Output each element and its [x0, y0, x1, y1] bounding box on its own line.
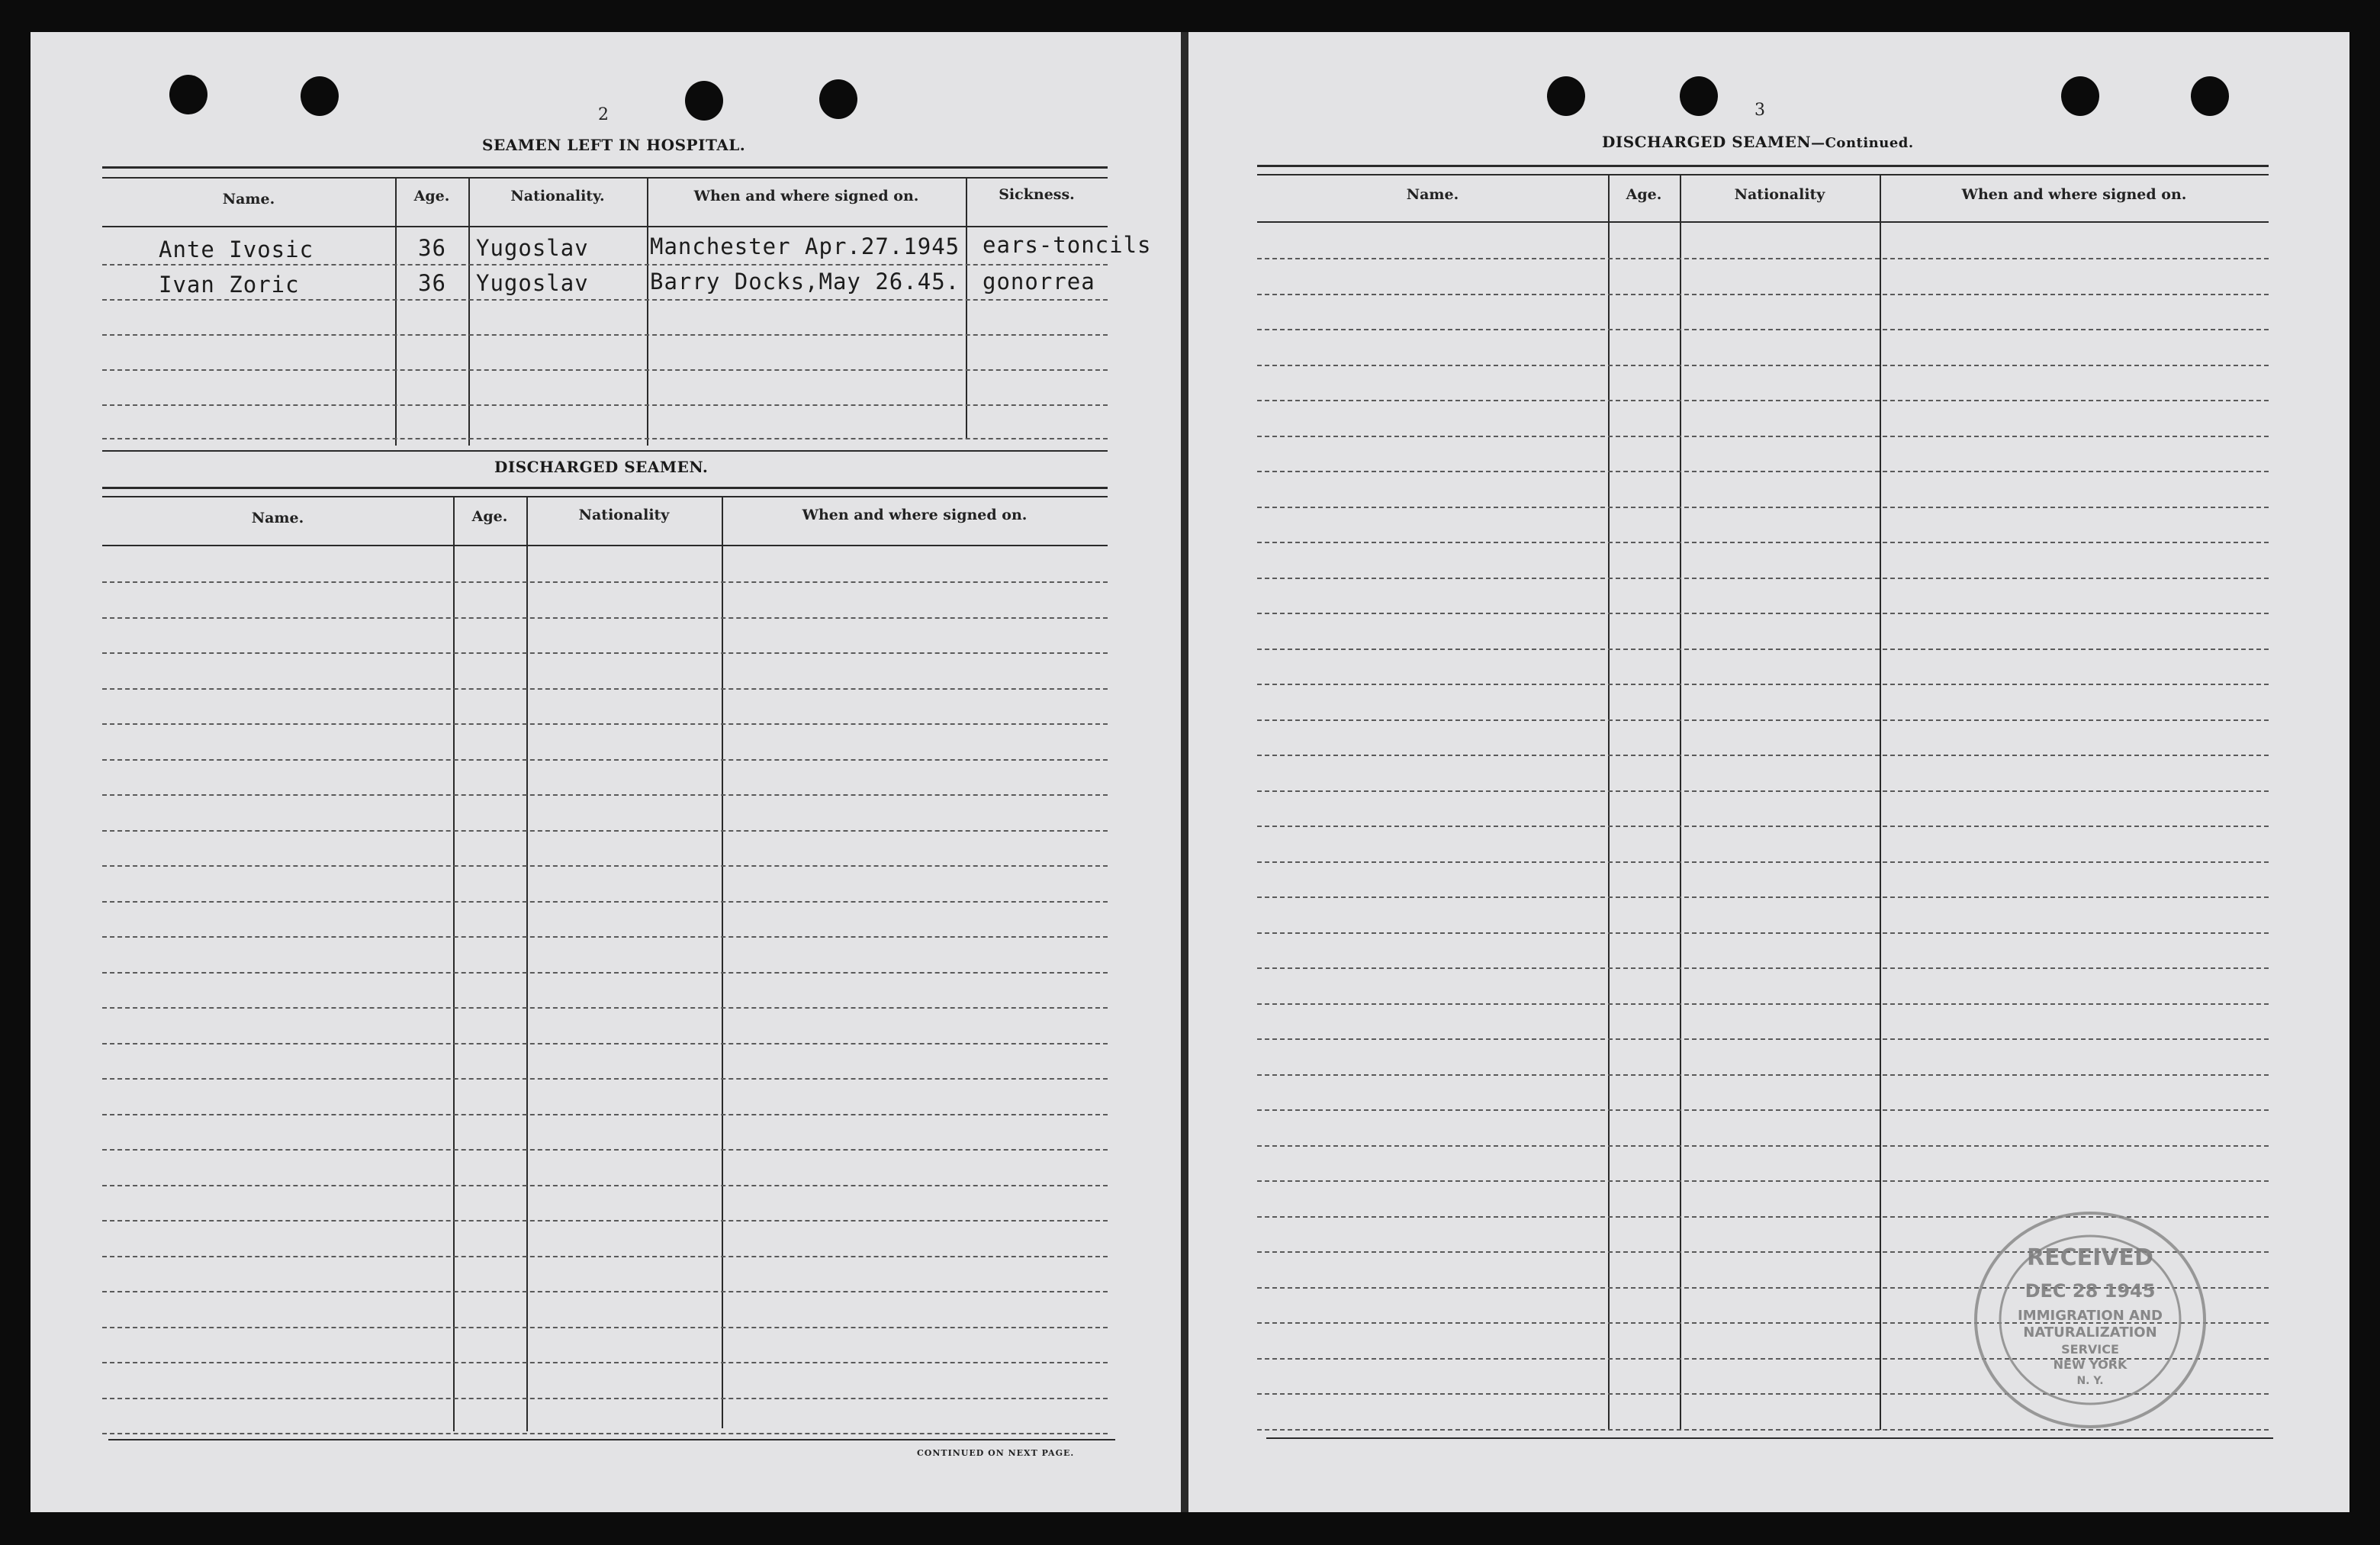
ruled-row-line	[1257, 1038, 2269, 1040]
ruled-row-line	[1257, 932, 2269, 934]
page-gutter	[1181, 32, 1188, 1512]
ruled-row-line	[1257, 1074, 2269, 1076]
ruled-row-line	[1257, 1180, 2269, 1182]
svg-text:SERVICE: SERVICE	[2061, 1342, 2119, 1357]
seaman-signed-on: Manchester Apr.27.1945	[650, 233, 960, 259]
ruled-row-line	[1257, 1145, 2269, 1147]
ruled-row-line	[1257, 861, 2269, 863]
seaman-signed-on: Barry Docks,May 26.45.	[650, 269, 960, 295]
ruled-row-line	[1257, 507, 2269, 508]
ruled-row-line	[102, 1185, 1108, 1186]
ruled-row-line	[102, 936, 1108, 938]
section-title-hospital: SEAMEN LEFT IN HOSPITAL.	[482, 136, 746, 154]
seaman-nationality: Yugoslav	[476, 235, 589, 261]
svg-text:NATURALIZATION: NATURALIZATION	[2023, 1325, 2157, 1341]
ruled-row-line	[102, 1398, 1108, 1399]
page-number: 3	[1754, 101, 1765, 120]
column-header-sickness: Sickness.	[999, 186, 1075, 203]
ruled-row-line	[1257, 649, 2269, 650]
ruled-row-line	[1257, 578, 2269, 579]
seaman-name: Ivan Zoric	[159, 272, 300, 298]
seaman-age: 36	[418, 270, 446, 296]
ruled-row-line	[1257, 542, 2269, 543]
column-header-nationality: Nationality	[1734, 186, 1825, 203]
binder-hole	[1680, 76, 1718, 116]
ruled-row-line	[1257, 365, 2269, 366]
ruled-row-line	[102, 723, 1108, 725]
ruled-row-line	[1257, 613, 2269, 614]
column-header-signed-on: When and where signed on.	[802, 507, 1028, 523]
section-title-discharged-continued: DISCHARGED SEAMEN—Continued.	[1602, 133, 1914, 151]
ruled-row-line	[102, 617, 1108, 619]
svg-text:IMMIGRATION AND: IMMIGRATION AND	[2018, 1308, 2163, 1324]
ruled-row-line	[102, 1220, 1108, 1222]
column-header-age: Age.	[1626, 186, 1662, 203]
seaman-sickness: gonorrea	[983, 269, 1095, 295]
ruled-row-line	[102, 1256, 1108, 1257]
column-header-name: Name.	[222, 191, 275, 208]
ruled-row-line	[102, 1291, 1108, 1292]
ruled-row-line	[102, 972, 1108, 974]
ruled-row-line	[102, 1007, 1108, 1009]
ruled-row-line	[1257, 471, 2269, 472]
column-header-signed-on: When and where signed on.	[1961, 186, 2187, 203]
ruled-row-line	[102, 759, 1108, 761]
seaman-age: 36	[418, 235, 446, 261]
ruled-row-line	[1257, 329, 2269, 330]
seaman-sickness: ears-toncils	[983, 232, 1152, 258]
binder-hole	[2061, 76, 2099, 116]
column-header-nationality: Nationality.	[510, 188, 605, 204]
column-header-name: Name.	[1406, 186, 1459, 203]
ruled-row-line	[1257, 1003, 2269, 1005]
page-number: 2	[598, 105, 609, 124]
ruled-row-line	[1257, 436, 2269, 437]
ruled-row-line	[102, 1149, 1108, 1151]
ruled-row-line	[102, 1433, 1108, 1434]
column-header-age: Age.	[471, 508, 508, 525]
ruled-row-line	[1257, 258, 2269, 259]
column-header-nationality: Nationality	[578, 507, 670, 523]
ruled-row-line	[102, 1362, 1108, 1363]
ruled-row-line	[102, 1114, 1108, 1115]
ruled-row-line	[1257, 896, 2269, 898]
ruled-row-line	[102, 688, 1108, 690]
binder-hole	[819, 79, 857, 119]
svg-text:DEC 28 1945: DEC 28 1945	[2025, 1280, 2156, 1302]
column-header-name: Name.	[251, 510, 304, 526]
ruled-row-line	[102, 794, 1108, 796]
ruled-row-line	[1257, 400, 2269, 401]
ruled-row-line	[102, 865, 1108, 867]
column-header-signed-on: When and where signed on.	[693, 188, 919, 204]
svg-text:NEW YORK: NEW YORK	[2053, 1357, 2128, 1372]
section-title-discharged: DISCHARGED SEAMEN.	[494, 458, 709, 476]
ruled-row-line	[1257, 719, 2269, 721]
received-stamp	[1968, 1205, 2212, 1434]
binder-hole	[1547, 76, 1585, 116]
svg-text:N. Y.: N. Y.	[2076, 1375, 2104, 1387]
ruled-row-line	[1257, 684, 2269, 685]
ruled-row-line	[102, 1078, 1108, 1080]
seaman-name: Ante Ivosic	[159, 237, 314, 262]
ruled-row-line	[1257, 294, 2269, 295]
binder-hole	[2191, 76, 2229, 116]
ruled-row-line	[102, 1043, 1108, 1044]
ruled-row-line	[1257, 790, 2269, 792]
ruled-row-line	[102, 581, 1108, 583]
binder-hole	[685, 81, 723, 121]
ruled-row-line	[102, 901, 1108, 903]
ruled-row-line	[1257, 967, 2269, 969]
seaman-nationality: Yugoslav	[476, 270, 589, 296]
continued-footer: CONTINUED ON NEXT PAGE.	[917, 1448, 1075, 1458]
ruled-row-line	[1257, 755, 2269, 756]
ruled-row-line	[1257, 1109, 2269, 1111]
ruled-row-line	[102, 652, 1108, 654]
binder-hole	[301, 76, 339, 116]
ruled-row-line	[102, 830, 1108, 832]
binder-hole	[169, 75, 207, 114]
svg-text:RECEIVED: RECEIVED	[2027, 1244, 2153, 1271]
ruled-row-line	[1257, 826, 2269, 827]
ruled-row-line	[102, 1327, 1108, 1328]
column-header-age: Age.	[413, 188, 450, 204]
